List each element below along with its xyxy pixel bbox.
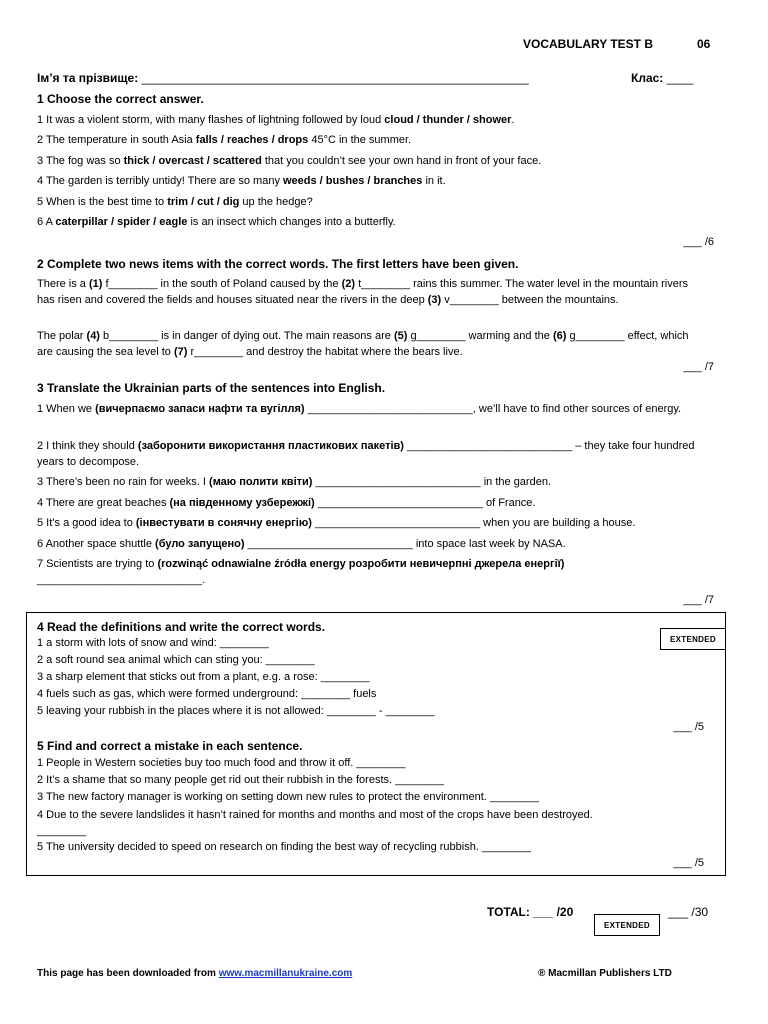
footer-source xyxy=(37,968,352,979)
section-5-heading: 5 Find and correct a mistake in each sentence. xyxy=(37,739,303,753)
sentence-text: ___________________________ when you are building a house. xyxy=(311,517,636,529)
translate-item-3 xyxy=(37,474,705,490)
total-extended-tag: EXTENDED xyxy=(594,914,660,936)
news-text: There is a xyxy=(37,278,89,290)
news-text: g________ warming and the xyxy=(407,330,553,342)
ukrainian-phrase: (було запущено) xyxy=(155,538,245,550)
gap-number: (1) xyxy=(88,278,103,290)
section-4-heading: 4 Read the definitions and write the correct words. xyxy=(37,620,326,634)
name-label: Ім’я та прізвище: xyxy=(37,71,139,85)
question-text: 2 The temperature in south Asia xyxy=(37,134,196,146)
question-6 xyxy=(37,215,396,230)
news-text: b________ is in danger of dying out. The main reasons are xyxy=(99,330,394,342)
test-number: 06 xyxy=(697,37,711,51)
question-2 xyxy=(37,133,411,148)
ukrainian-phrase: (rozwinąć odnawialne źródła energy розробити невичерпні джерела енергії) xyxy=(157,558,565,570)
footer-prefix: This page has been downloaded from xyxy=(37,968,219,979)
gap-number: (5) xyxy=(393,330,408,342)
sentence-text: 6 Another space shuttle xyxy=(37,538,156,550)
total-score: TOTAL: ___ /20 xyxy=(487,905,574,919)
sentence-text: 3 There’s been no rain for weeks. I xyxy=(37,476,210,488)
section-2-heading: 2 Complete two news items with the correct words. The first letters have been given. xyxy=(37,257,519,271)
sentence-text: ___________________________ into space last week by NASA. xyxy=(244,538,566,550)
question-text: up the hedge? xyxy=(239,196,313,208)
sentence-text: 1 When we xyxy=(37,403,96,415)
sentence-text: ___________________________ – they take four hundred years to decompose. xyxy=(37,440,695,468)
sentence-text: ___________________________. xyxy=(37,574,206,586)
question-text: 5 When is the best time to xyxy=(37,196,168,208)
translate-item-1 xyxy=(37,401,705,417)
news-item-2 xyxy=(37,328,705,360)
question-1 xyxy=(37,113,514,128)
mistake-sentence-2: 2 It’s a shame that so many people get rid out their rubbish in the forests. ________ xyxy=(37,774,445,786)
answer-options: falls / reaches / drops xyxy=(195,134,309,146)
section-4-score: ___ /5 xyxy=(673,721,704,733)
answer-options: weeds / bushes / branches xyxy=(283,175,423,187)
class-blank[interactable]: ____ xyxy=(666,71,694,85)
section-5-score: ___ /5 xyxy=(673,857,704,869)
answer-options: cloud / thunder / shower xyxy=(384,114,512,126)
question-text: . xyxy=(511,114,515,126)
translate-item-4 xyxy=(37,495,705,511)
footer-link[interactable]: www.macmillanukraine.com xyxy=(218,968,353,979)
question-5 xyxy=(37,195,313,210)
translate-item-7 xyxy=(37,556,705,588)
sentence-text: 4 There are great beaches xyxy=(37,497,170,509)
footer-copyright: ® Macmillan Publishers LTD xyxy=(538,968,672,979)
question-text: is an insect which changes into a butterfly. xyxy=(187,216,396,228)
definition-2: 2 a soft round sea animal which can sting you: ________ xyxy=(37,654,315,666)
gap-number: (2) xyxy=(341,278,356,290)
question-text: 1 It was a violent storm, with many flashes of lightning followed by loud xyxy=(37,114,385,126)
translate-item-5 xyxy=(37,515,705,531)
mistake-sentence-4: 4 Due to the severe landslides it hasn’t rained for months and months and most of the crops have been destroyed. ________ xyxy=(37,809,593,837)
extended-total-score: ___ /30 xyxy=(668,905,709,919)
mistake-sentence-3: 3 The new factory manager is working on setting down new rules to protect the environment. ________ xyxy=(37,791,539,803)
answer-options: caterpillar / spider / eagle xyxy=(55,216,188,228)
gap-number: (3) xyxy=(427,294,442,306)
translate-item-2 xyxy=(37,438,705,470)
question-text: 4 The garden is terribly untidy! There are so many xyxy=(37,175,283,187)
news-text: t________ rains this summer. The water level in the mountain rivers has risen and covered the fields and houses situated near the rivers in the deep xyxy=(37,278,689,306)
answer-options: thick / overcast / scattered xyxy=(123,155,262,167)
news-text: v________ between the mountains. xyxy=(441,294,619,306)
gap-number: (6) xyxy=(552,330,567,342)
news-text: The polar xyxy=(37,330,87,342)
ukrainian-phrase: (вичерпаємо запаси нафти та вугілля) xyxy=(95,403,305,415)
class-line xyxy=(631,71,693,86)
section-1-heading: 1 Choose the correct answer. xyxy=(37,92,204,106)
definition-3: 3 a sharp element that sticks out from a plant, e.g. a rose: ________ xyxy=(37,671,370,683)
definition-5: 5 leaving your rubbish in the places where it is not allowed: ________ - ________ xyxy=(37,705,435,717)
question-text: 45°C in the summer. xyxy=(308,134,412,146)
question-text: 6 A xyxy=(37,216,56,228)
section-2-score: ___ /7 xyxy=(683,361,714,373)
definition-1: 1 a storm with lots of snow and wind: ________ xyxy=(37,637,269,649)
definition-4: 4 fuels such as gas, which were formed underground: ________ fuels xyxy=(37,688,377,700)
question-text: that you couldn’t see your own hand in front of your face. xyxy=(261,155,542,167)
gap-number: (4) xyxy=(86,330,100,342)
question-4 xyxy=(37,174,446,189)
ukrainian-phrase: (заборонити використання пластикових пакетів) xyxy=(137,440,404,452)
news-item-1 xyxy=(37,276,705,308)
sentence-text: ___________________________ in the garden. xyxy=(312,476,551,488)
ukrainian-phrase: (маю полити квіти) xyxy=(209,476,313,488)
sentence-text: ___________________________ of France. xyxy=(314,497,536,509)
sentence-text: 7 Scientists are trying to xyxy=(37,558,158,570)
gap-number: (7) xyxy=(173,346,188,358)
news-text: r________ and destroy the habitat where the bears live. xyxy=(187,346,463,358)
section-3-score: ___ /7 xyxy=(683,594,714,606)
test-title: VOCABULARY TEST B xyxy=(523,37,654,51)
class-label: Клас: xyxy=(631,71,664,85)
mistake-sentence-5: 5 The university decided to speed on research on finding the best way of recycling rubbish. ________ xyxy=(37,841,531,853)
sentence-text: ___________________________, we’ll have to find other sources of energy. xyxy=(304,403,682,415)
news-text: f________ in the south of Poland caused by the xyxy=(102,278,342,290)
question-3 xyxy=(37,154,541,169)
name-line xyxy=(37,71,529,86)
section-1-score: ___ /6 xyxy=(683,236,714,248)
name-blank[interactable]: __________________________________________________________ xyxy=(141,71,529,85)
section-3-heading: 3 Translate the Ukrainian parts of the sentences into English. xyxy=(37,381,386,395)
question-text: 3 The fog was so xyxy=(37,155,124,167)
ukrainian-phrase: (на південному узбережжі) xyxy=(169,497,315,509)
mistake-sentence-1: 1 People in Western societies buy too much food and throw it off. ________ xyxy=(37,757,406,769)
ukrainian-phrase: (інвестувати в сонячну енергію) xyxy=(135,517,312,529)
answer-options: trim / cut / dig xyxy=(167,196,240,208)
sentence-text: 2 I think they should xyxy=(37,440,138,452)
question-text: in it. xyxy=(422,175,446,187)
sentence-text: 5 It’s a good idea to xyxy=(37,517,136,529)
extended-tag: EXTENDED xyxy=(660,628,726,650)
translate-item-6 xyxy=(37,536,705,552)
news-text: g________ effect, which are causing the sea level to xyxy=(37,330,689,358)
